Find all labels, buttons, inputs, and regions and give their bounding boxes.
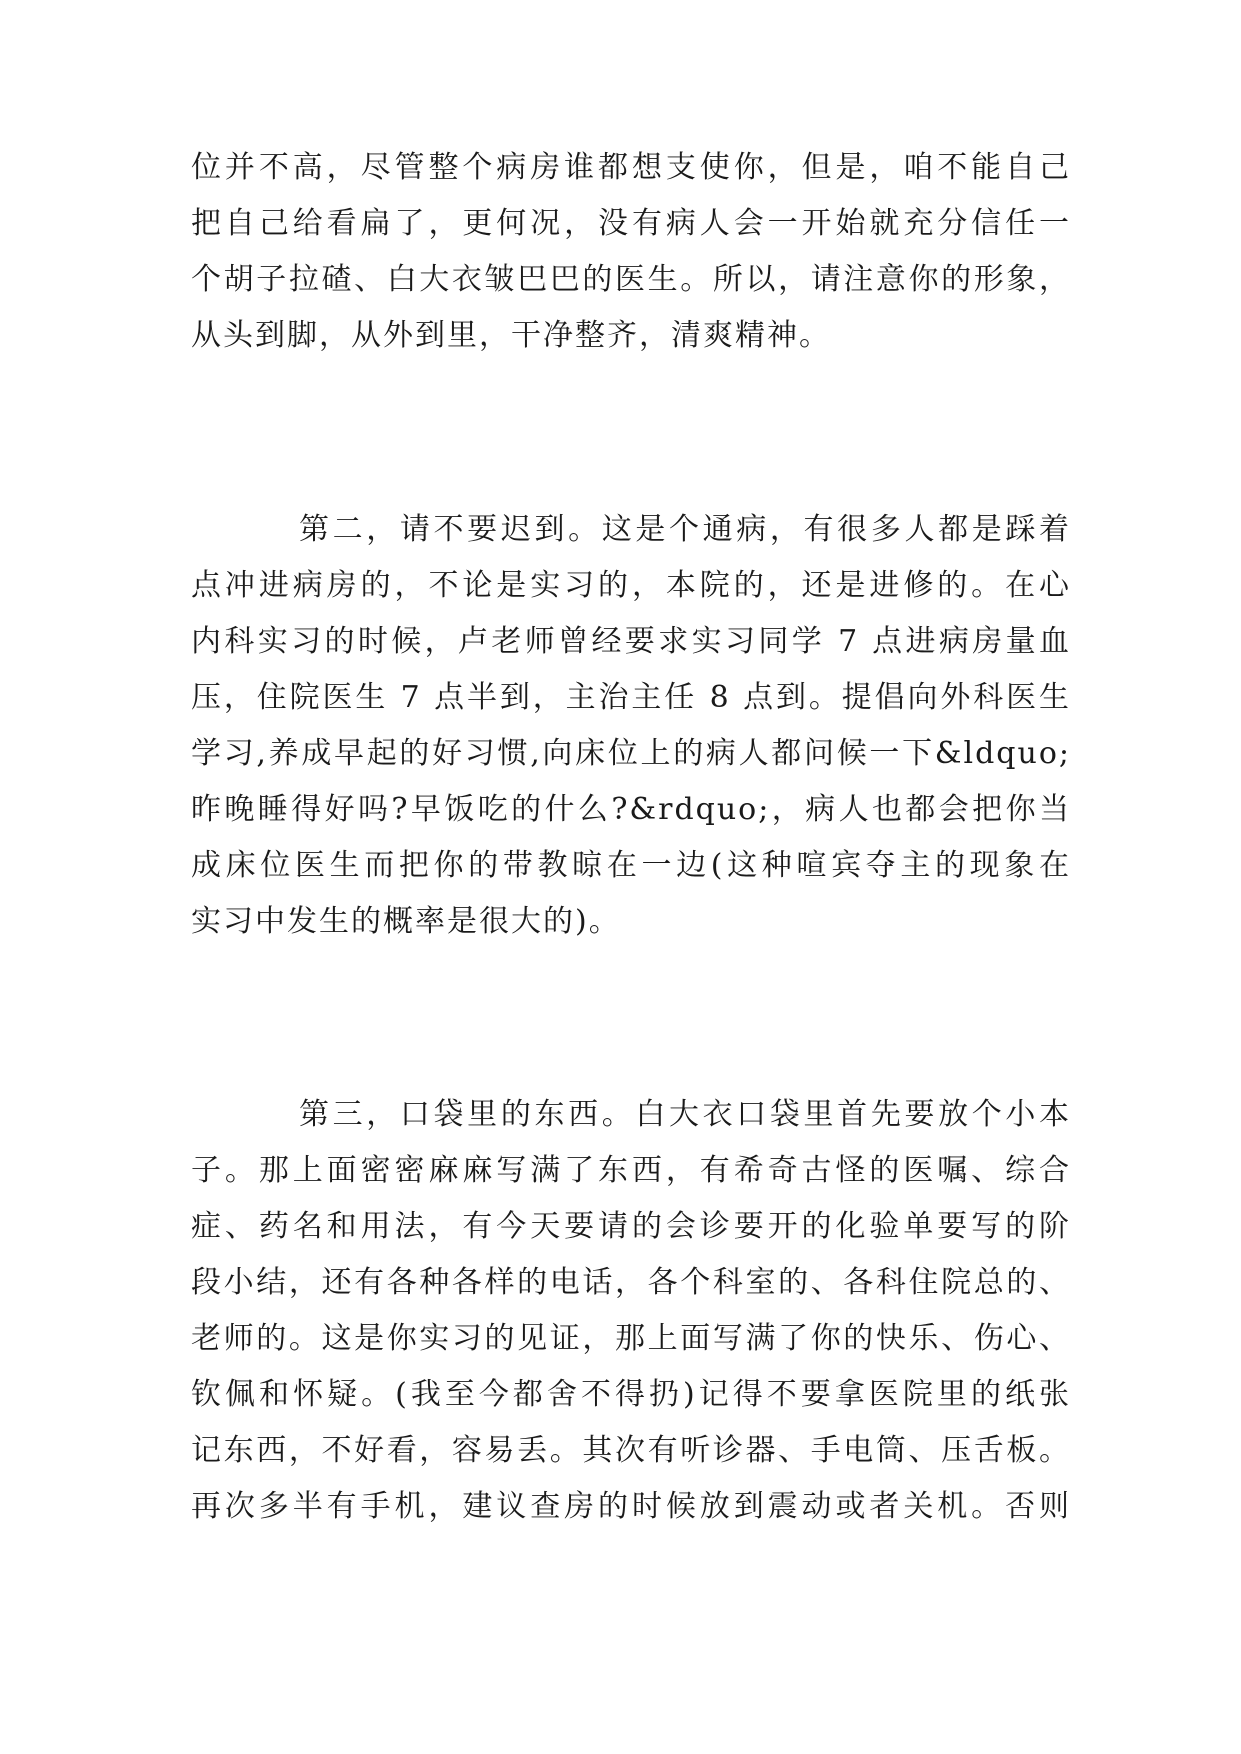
paragraph-1-line-4: 从头到脚，从外到里，干净整齐，清爽精神。 [191, 318, 831, 353]
paragraph-1-line-2: 把自己给看扁了，更何况，没有病人会一开始就充分信任一 [191, 206, 1071, 241]
paragraph-3-line-7: 记东西，不好看，容易丢。其次有听诊器、手电筒、压舌板。 [191, 1433, 1071, 1468]
paragraph-2-line-6: 昨晚睡得好吗?早饭吃的什么?&rdquo;，病人也都会把你当 [191, 792, 1071, 827]
paragraph-2-line-2: 点冲进病房的，不论是实习的，本院的，还是进修的。在心 [191, 568, 1071, 603]
paragraph-1-line-1: 位并不高，尽管整个病房谁都想支使你，但是，咱不能自己 [191, 150, 1071, 185]
paragraph-2-line-5: 学习,养成早起的好习惯,向床位上的病人都问候一下&ldquo; [191, 736, 1071, 771]
paragraph-3-line-4: 段小结，还有各种各样的电话，各个科室的、各科住院总的、 [191, 1265, 1071, 1300]
paragraph-2-line-1: 第二，请不要迟到。这是个通病，有很多人都是踩着 [299, 512, 1071, 547]
paragraph-3-line-1: 第三，口袋里的东西。白大衣口袋里首先要放个小本 [299, 1097, 1071, 1132]
paragraph-3-line-5: 老师的。这是你实习的见证，那上面写满了你的快乐、伤心、 [191, 1321, 1071, 1356]
paragraph-2-line-3: 内科实习的时候，卢老师曾经要求实习同学 7 点进病房量血 [191, 624, 1071, 659]
paragraph-2-line-8: 实习中发生的概率是很大的)。 [191, 904, 621, 939]
paragraph-3-line-6: 钦佩和怀疑。(我至今都舍不得扔)记得不要拿医院里的纸张 [191, 1377, 1071, 1412]
paragraph-2-line-7: 成床位医生而把你的带教晾在一边(这种喧宾夺主的现象在 [191, 848, 1071, 883]
paragraph-3-line-2: 子。那上面密密麻麻写满了东西，有希奇古怪的医嘱、综合 [191, 1153, 1071, 1188]
paragraph-3-line-3: 症、药名和用法，有今天要请的会诊要开的化验单要写的阶 [191, 1209, 1071, 1244]
paragraph-2-line-4: 压，住院医生 7 点半到，主治主任 8 点到。提倡向外科医生 [191, 680, 1071, 715]
paragraph-1-line-3: 个胡子拉碴、白大衣皱巴巴的医生。所以，请注意你的形象， [191, 262, 1071, 297]
paragraph-3-line-8: 再次多半有手机，建议查房的时候放到震动或者关机。否则 [191, 1489, 1071, 1524]
